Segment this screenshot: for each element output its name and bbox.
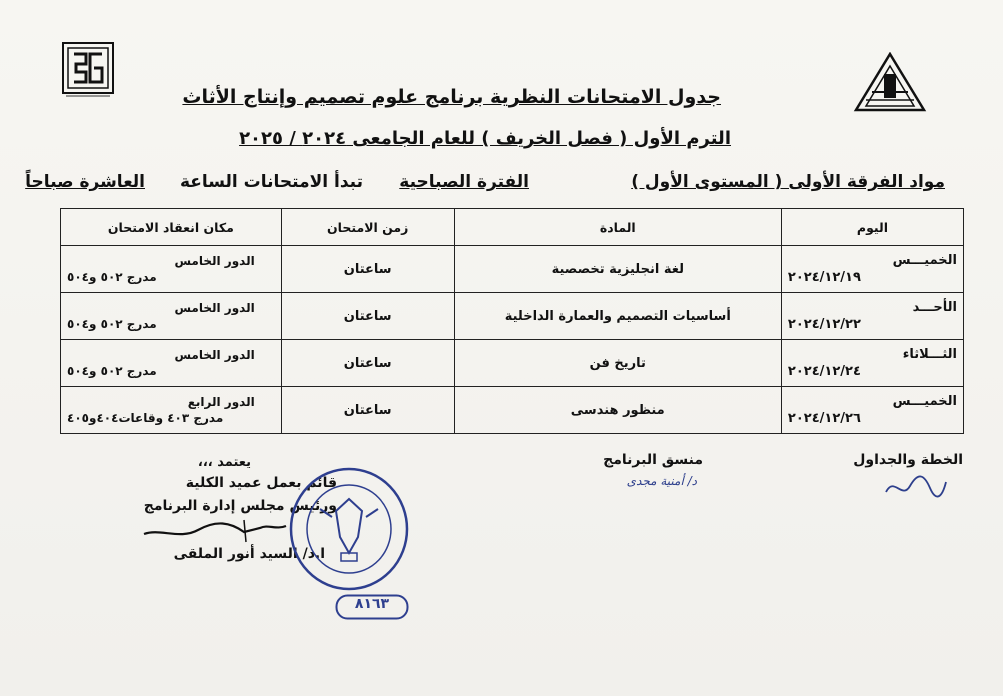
location-floor: الدور الرابع xyxy=(187,395,255,409)
stamp-serial-number: ٨١٦٣ xyxy=(354,596,390,612)
location-hall: مدرج ٥٠٢ و٥٠٤ xyxy=(67,270,157,284)
day-name: الخميـــس xyxy=(892,253,957,268)
location-hall: مدرج ٤٠٣ وقاعات٤٠٤و٤٠٥ xyxy=(67,411,224,425)
day-cell xyxy=(781,387,963,434)
duration-cell: ساعتان xyxy=(281,340,454,387)
location-cell xyxy=(61,387,282,434)
start-time-label: العاشرة صباحاً xyxy=(25,172,145,192)
board-title: ورئيس مجلس إدارة البرنامج xyxy=(143,498,337,514)
faculty-logo-icon xyxy=(62,42,114,98)
subject-cell: تاريخ فن xyxy=(454,340,781,387)
day-cell xyxy=(781,293,963,340)
header-day: اليوم xyxy=(781,209,963,246)
subject-cell: أساسيات التصميم والعمارة الداخلية xyxy=(454,293,781,340)
table-row xyxy=(61,340,964,387)
day-name: الخميـــس xyxy=(892,394,957,409)
duration-cell: ساعتان xyxy=(281,387,454,434)
document-title: جدول الامتحانات النظرية برنامج علوم تصميم وإنتاج الأثاث xyxy=(182,86,721,108)
location-cell xyxy=(61,293,282,340)
header-duration: زمن الامتحان xyxy=(281,209,454,246)
subject-cell: لغة انجليزية تخصصية xyxy=(454,246,781,293)
level-label: مواد الفرقة الأولى ( المستوى الأول ) xyxy=(631,172,945,192)
header-subject: المادة xyxy=(454,209,781,246)
day-name: الثـــلاثاء xyxy=(902,347,957,362)
plans-signature-icon xyxy=(880,470,950,504)
location-floor: الدور الخامس xyxy=(174,348,255,362)
approval-label: يعتمد ،،، xyxy=(197,455,251,470)
day-name: الأحـــد xyxy=(912,300,957,315)
dean-signature-icon xyxy=(140,516,290,546)
table-row xyxy=(61,246,964,293)
exam-schedule-table xyxy=(60,208,964,434)
period-label: الفترة الصباحية xyxy=(399,172,529,192)
location-cell xyxy=(61,340,282,387)
day-cell xyxy=(781,340,963,387)
header-location: مكان انعقاد الامتحان xyxy=(61,209,282,246)
table-row xyxy=(61,293,964,340)
plans-signatory-label: الخطة والجداول xyxy=(853,452,963,468)
day-date: ٢٠٢٤/١٢/٢٢ xyxy=(787,317,861,332)
table-header-row xyxy=(61,209,964,246)
day-date: ٢٠٢٤/١٢/٢٦ xyxy=(787,411,861,426)
duration-cell: ساعتان xyxy=(281,293,454,340)
term-title: الترم الأول ( فصل الخريف ) للعام الجامعى ٢٠٢٤ / ٢٠٢٥ xyxy=(239,128,731,149)
day-date: ٢٠٢٤/١٢/١٩ xyxy=(787,270,861,285)
location-hall: مدرج ٥٠٢ و٥٠٤ xyxy=(67,364,157,378)
professor-name: ا.د/ السيد أنور الملقى xyxy=(173,546,325,562)
subject-cell: منظور هندسى xyxy=(454,387,781,434)
day-date: ٢٠٢٤/١٢/٢٤ xyxy=(787,364,861,379)
university-logo-icon xyxy=(852,52,928,114)
location-cell xyxy=(61,246,282,293)
duration-cell: ساعتان xyxy=(281,246,454,293)
location-floor: الدور الخامس xyxy=(174,254,255,268)
location-floor: الدور الخامس xyxy=(174,301,255,315)
official-stamp-icon xyxy=(286,465,412,593)
start-prefix-label: تبدأ الامتحانات الساعة xyxy=(179,172,363,192)
table-row xyxy=(61,387,964,434)
dean-title: قائم بعمل عميد الكلية xyxy=(185,475,337,491)
day-cell xyxy=(781,246,963,293)
coordinator-name: د/ أمنية مجدى xyxy=(626,474,697,488)
location-hall: مدرج ٥٠٢ و٥٠٤ xyxy=(67,317,157,331)
coordinator-label: منسق البرنامج xyxy=(603,452,703,468)
